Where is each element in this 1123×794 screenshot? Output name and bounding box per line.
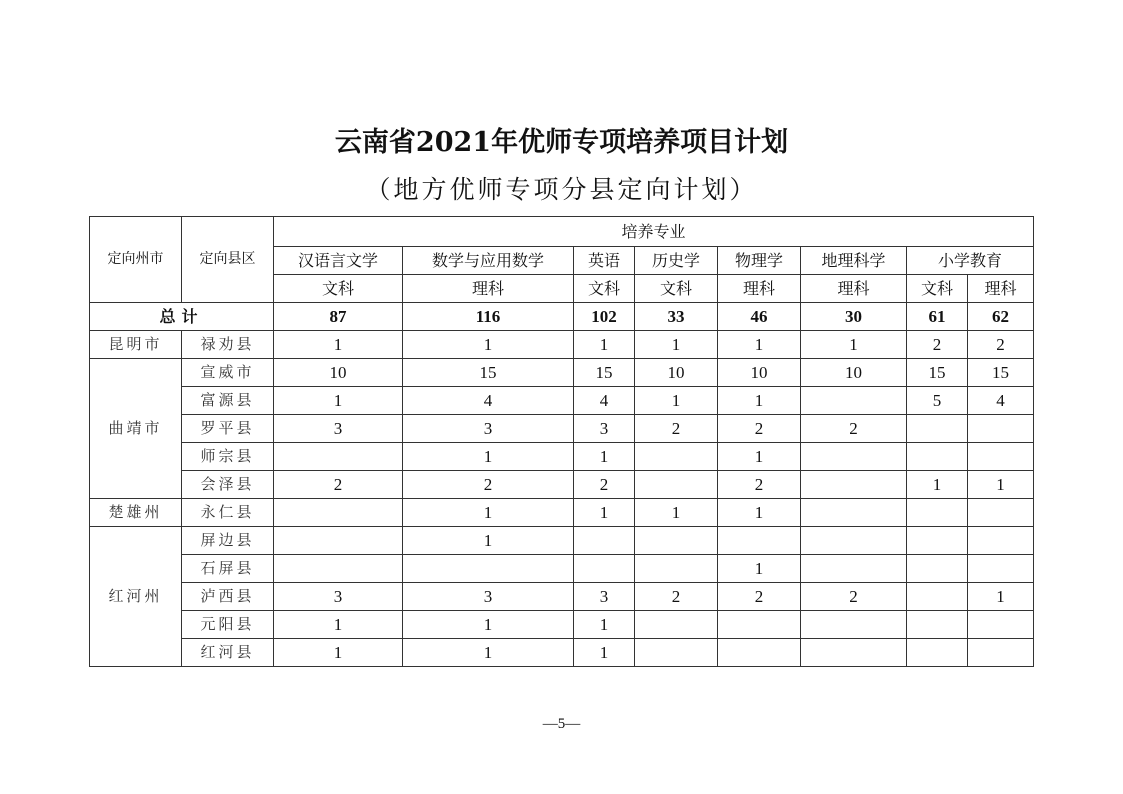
document-subtitle: （地方优师专项分县定向计划）	[365, 175, 758, 204]
county-cell: 师宗县	[182, 443, 274, 471]
table-row	[90, 611, 1034, 639]
table-row	[90, 499, 1034, 527]
city-cell: 昆明市	[90, 331, 182, 359]
value-cell: 3	[274, 415, 403, 443]
value-cell: 3	[574, 415, 635, 443]
value-cell: 2	[801, 415, 907, 443]
table-row	[90, 359, 1034, 387]
value-cell: 1	[274, 331, 403, 359]
table-row	[90, 415, 1034, 443]
major-group-header: 培养专业	[274, 217, 1034, 247]
value-cell: 15	[403, 359, 574, 387]
track-header: 文科	[635, 275, 718, 303]
value-cell: 1	[403, 331, 574, 359]
value-cell: 2	[907, 331, 968, 359]
value-cell: 2	[718, 471, 801, 499]
track-header: 文科	[907, 275, 968, 303]
value-cell	[907, 583, 968, 611]
value-cell	[274, 527, 403, 555]
major-header: 汉语言文学	[274, 247, 403, 275]
county-cell: 永仁县	[182, 499, 274, 527]
county-column-header: 定向县区	[182, 217, 274, 303]
table-row	[90, 555, 1034, 583]
value-cell	[718, 639, 801, 667]
table-row	[90, 387, 1034, 415]
value-cell	[968, 443, 1034, 471]
value-cell	[801, 387, 907, 415]
total-value: 102	[574, 303, 635, 331]
value-cell: 1	[635, 331, 718, 359]
value-cell: 1	[403, 499, 574, 527]
track-header: 文科	[274, 275, 403, 303]
value-cell: 2	[718, 415, 801, 443]
table-row	[90, 527, 1034, 555]
value-cell: 1	[968, 583, 1034, 611]
major-header: 历史学	[635, 247, 718, 275]
value-cell: 3	[403, 415, 574, 443]
table-row	[90, 443, 1034, 471]
major-header: 英语	[574, 247, 635, 275]
value-cell	[968, 611, 1034, 639]
table-row	[90, 639, 1034, 667]
value-cell: 2	[968, 331, 1034, 359]
value-cell: 2	[635, 415, 718, 443]
value-cell: 1	[718, 499, 801, 527]
value-cell	[907, 499, 968, 527]
city-cell: 曲靖市	[90, 359, 182, 499]
value-cell: 1	[274, 639, 403, 667]
value-cell: 1	[574, 331, 635, 359]
header-row-group	[90, 217, 1034, 247]
total-row	[90, 303, 1034, 331]
value-cell: 1	[718, 387, 801, 415]
value-cell	[801, 611, 907, 639]
value-cell: 1	[574, 639, 635, 667]
total-value: 62	[968, 303, 1034, 331]
value-cell: 1	[635, 499, 718, 527]
total-value: 46	[718, 303, 801, 331]
major-header: 地理科学	[801, 247, 907, 275]
value-cell	[907, 555, 968, 583]
page-number: —5—	[542, 716, 581, 732]
value-cell	[635, 639, 718, 667]
value-cell	[801, 471, 907, 499]
value-cell: 2	[274, 471, 403, 499]
value-cell	[635, 611, 718, 639]
value-cell: 5	[907, 387, 968, 415]
value-cell: 1	[574, 499, 635, 527]
value-cell: 1	[403, 639, 574, 667]
value-cell: 15	[574, 359, 635, 387]
value-cell	[574, 527, 635, 555]
major-header: 数学与应用数学	[403, 247, 574, 275]
table-row	[90, 583, 1034, 611]
value-cell: 1	[574, 611, 635, 639]
value-cell	[907, 415, 968, 443]
value-cell: 15	[907, 359, 968, 387]
county-cell: 禄劝县	[182, 331, 274, 359]
value-cell: 4	[968, 387, 1034, 415]
total-value: 87	[274, 303, 403, 331]
value-cell	[968, 527, 1034, 555]
value-cell	[907, 639, 968, 667]
county-cell: 屏边县	[182, 527, 274, 555]
county-cell: 富源县	[182, 387, 274, 415]
plan-table	[89, 216, 1034, 667]
total-value: 116	[403, 303, 574, 331]
value-cell	[718, 611, 801, 639]
county-cell: 石屏县	[182, 555, 274, 583]
value-cell	[801, 555, 907, 583]
value-cell: 10	[718, 359, 801, 387]
value-cell	[907, 527, 968, 555]
value-cell	[907, 443, 968, 471]
value-cell: 1	[274, 387, 403, 415]
value-cell	[574, 555, 635, 583]
county-cell: 泸西县	[182, 583, 274, 611]
value-cell	[635, 555, 718, 583]
value-cell: 1	[718, 331, 801, 359]
value-cell	[801, 527, 907, 555]
track-header: 理科	[403, 275, 574, 303]
total-value: 61	[907, 303, 968, 331]
total-value: 30	[801, 303, 907, 331]
value-cell: 3	[274, 583, 403, 611]
table-row	[90, 471, 1034, 499]
value-cell: 1	[274, 611, 403, 639]
track-header: 文科	[574, 275, 635, 303]
county-cell: 红河县	[182, 639, 274, 667]
value-cell: 10	[635, 359, 718, 387]
total-label: 总计	[90, 303, 274, 331]
value-cell: 2	[574, 471, 635, 499]
county-cell: 元阳县	[182, 611, 274, 639]
major-header: 物理学	[718, 247, 801, 275]
value-cell: 10	[274, 359, 403, 387]
county-cell: 宣威市	[182, 359, 274, 387]
value-cell: 3	[574, 583, 635, 611]
value-cell	[907, 611, 968, 639]
value-cell: 10	[801, 359, 907, 387]
total-value: 33	[635, 303, 718, 331]
major-header: 小学教育	[907, 247, 1034, 275]
value-cell	[968, 415, 1034, 443]
value-cell	[968, 639, 1034, 667]
value-cell: 2	[403, 471, 574, 499]
document-title: 云南省2021年优师专项培养项目计划	[334, 127, 789, 158]
value-cell: 3	[403, 583, 574, 611]
county-cell: 会泽县	[182, 471, 274, 499]
table-row	[90, 331, 1034, 359]
value-cell: 1	[403, 443, 574, 471]
value-cell	[274, 555, 403, 583]
value-cell: 1	[718, 555, 801, 583]
city-cell: 楚雄州	[90, 499, 182, 527]
value-cell	[801, 443, 907, 471]
city-column-header: 定向州市	[90, 217, 182, 303]
value-cell	[968, 499, 1034, 527]
track-header: 理科	[968, 275, 1034, 303]
value-cell: 2	[635, 583, 718, 611]
value-cell	[718, 527, 801, 555]
value-cell: 4	[574, 387, 635, 415]
track-header: 理科	[718, 275, 801, 303]
value-cell	[274, 443, 403, 471]
county-cell: 罗平县	[182, 415, 274, 443]
value-cell: 15	[968, 359, 1034, 387]
city-cell: 红河州	[90, 527, 182, 667]
value-cell: 1	[403, 611, 574, 639]
value-cell: 1	[635, 387, 718, 415]
value-cell: 1	[718, 443, 801, 471]
value-cell: 1	[968, 471, 1034, 499]
value-cell	[635, 443, 718, 471]
value-cell	[801, 499, 907, 527]
value-cell	[801, 639, 907, 667]
value-cell	[403, 555, 574, 583]
track-header: 理科	[801, 275, 907, 303]
value-cell: 2	[801, 583, 907, 611]
value-cell	[635, 527, 718, 555]
value-cell: 1	[907, 471, 968, 499]
value-cell	[635, 471, 718, 499]
value-cell: 1	[574, 443, 635, 471]
value-cell: 4	[403, 387, 574, 415]
value-cell	[968, 555, 1034, 583]
value-cell: 1	[801, 331, 907, 359]
value-cell: 2	[718, 583, 801, 611]
value-cell: 1	[403, 527, 574, 555]
value-cell	[274, 499, 403, 527]
